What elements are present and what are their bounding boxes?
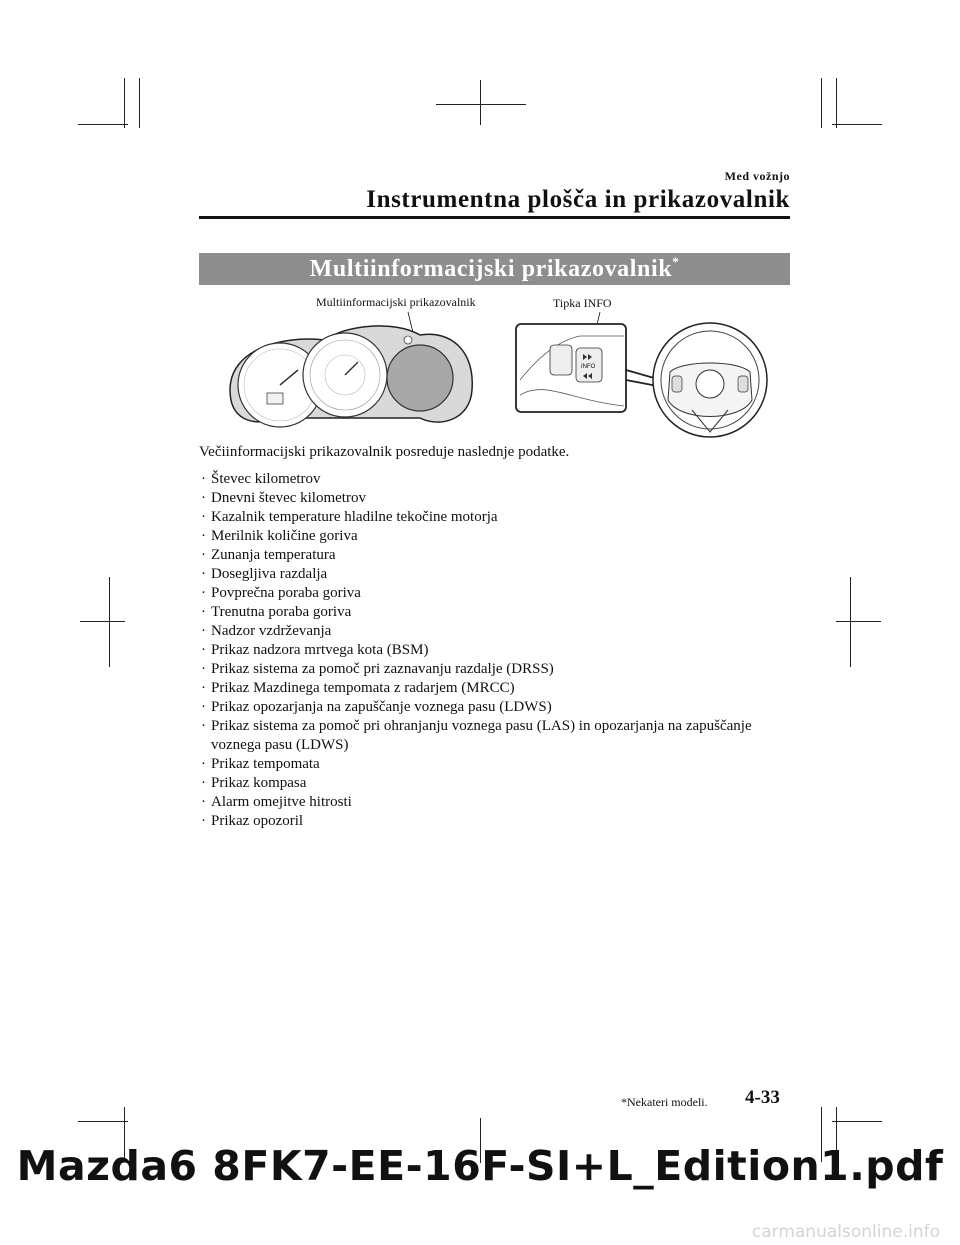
speedometer-gauge xyxy=(303,333,387,417)
bullet-dot: · xyxy=(201,528,206,544)
list-item xyxy=(199,755,799,774)
bullet-dot: · xyxy=(201,642,206,658)
info-button-callout-label: Tipka INFO xyxy=(553,296,612,310)
list-item-text: Števec kilometrov xyxy=(211,471,321,487)
banner-title: Multiinformacijski prikazovalnik xyxy=(309,256,673,282)
bullet-dot: · xyxy=(201,699,206,715)
bullet-dot: · xyxy=(201,566,206,582)
list-item-text: Prikaz kompasa xyxy=(211,775,307,791)
list-item-text: Dnevni števec kilometrov xyxy=(211,490,366,506)
section-banner xyxy=(199,253,790,285)
bullet-dot: · xyxy=(201,813,206,829)
list-item xyxy=(199,774,799,793)
list-item xyxy=(199,622,799,641)
bullet-dot: · xyxy=(201,585,206,601)
section-label: Med vožnjo xyxy=(724,169,790,183)
bullet-dot: · xyxy=(201,794,206,810)
steering-switch-closeup xyxy=(516,324,626,412)
list-item xyxy=(199,660,799,679)
list-item xyxy=(199,679,799,698)
bullet-dot: · xyxy=(201,490,206,506)
steering-wheel xyxy=(653,323,767,437)
page-number: 4-33 xyxy=(745,1087,780,1108)
list-item xyxy=(199,584,799,603)
intro-paragraph: Večiinformacijski prikazovalnik posreduje naslednje podatke. xyxy=(199,444,570,460)
bullet-dot: · xyxy=(201,756,206,772)
list-item-text: Prikaz sistema za pomoč pri ohranjanju voznega pasu (LAS) in opozarjanja na zapuščanje voznega pasu (LDWS) xyxy=(211,718,752,753)
section-title: Instrumentna plošča in prikazovalnik xyxy=(366,186,790,213)
bullet-dot: · xyxy=(201,680,206,696)
list-item xyxy=(199,812,799,831)
bullet-dot: · xyxy=(201,718,206,734)
instrument-cluster-illustration xyxy=(220,310,790,440)
list-item xyxy=(199,508,799,527)
list-item xyxy=(199,565,799,584)
list-item-text: Prikaz nadzora mrtvega kota (BSM) xyxy=(211,642,429,658)
info-item-list xyxy=(199,470,799,831)
list-item xyxy=(199,546,799,565)
bullet-dot: · xyxy=(201,471,206,487)
list-item xyxy=(199,489,799,508)
list-item-text: Kazalnik temperature hladilne tekočine motorja xyxy=(211,509,498,525)
bullet-dot: · xyxy=(201,623,206,639)
site-watermark: carmanualsonline.info xyxy=(751,1222,940,1242)
list-item-text: Prikaz sistema za pomoč pri zaznavanju razdalje (DRSS) xyxy=(211,661,554,677)
display-callout-label: Multiinformacijski prikazovalnik xyxy=(316,295,476,309)
bullet-dot: · xyxy=(201,547,206,563)
list-item-text: Prikaz opozarjanja na zapuščanje voznega pasu (LDWS) xyxy=(211,699,552,715)
list-item xyxy=(199,527,799,546)
list-item xyxy=(199,470,799,489)
multi-information-display xyxy=(387,345,453,411)
list-item-text: Trenutna poraba goriva xyxy=(211,604,352,620)
list-item xyxy=(199,698,799,717)
list-item-text: Merilnik količine goriva xyxy=(211,528,358,544)
footnote: *Nekateri modeli. xyxy=(621,1095,708,1109)
file-name-watermark: Mazda6 8FK7-EE-16F-SI+L_Edition1.pdf xyxy=(16,1142,944,1190)
list-item-text: Povprečna poraba goriva xyxy=(211,585,361,601)
info-button-text: INFO xyxy=(581,364,596,370)
bullet-dot: · xyxy=(201,604,206,620)
list-item-text: Nadzor vzdrževanja xyxy=(211,623,332,639)
list-item-text: Prikaz tempomata xyxy=(211,756,320,772)
list-item xyxy=(199,603,799,622)
list-item xyxy=(199,641,799,660)
title-rule xyxy=(199,216,790,219)
list-item-text: Dosegljiva razdalja xyxy=(211,566,328,582)
list-item-text: Alarm omejitve hitrosti xyxy=(211,794,352,810)
list-item-text: Prikaz Mazdinega tempomata z radarjem (MRCC) xyxy=(211,680,515,696)
list-item xyxy=(199,793,799,812)
optional-marker: * xyxy=(672,254,680,269)
list-item xyxy=(199,717,799,755)
bullet-dot: · xyxy=(201,661,206,677)
list-item-text: Zunanja temperatura xyxy=(211,547,336,563)
bullet-dot: · xyxy=(201,775,206,791)
bullet-dot: · xyxy=(201,509,206,525)
list-item-text: Prikaz opozoril xyxy=(211,813,304,829)
